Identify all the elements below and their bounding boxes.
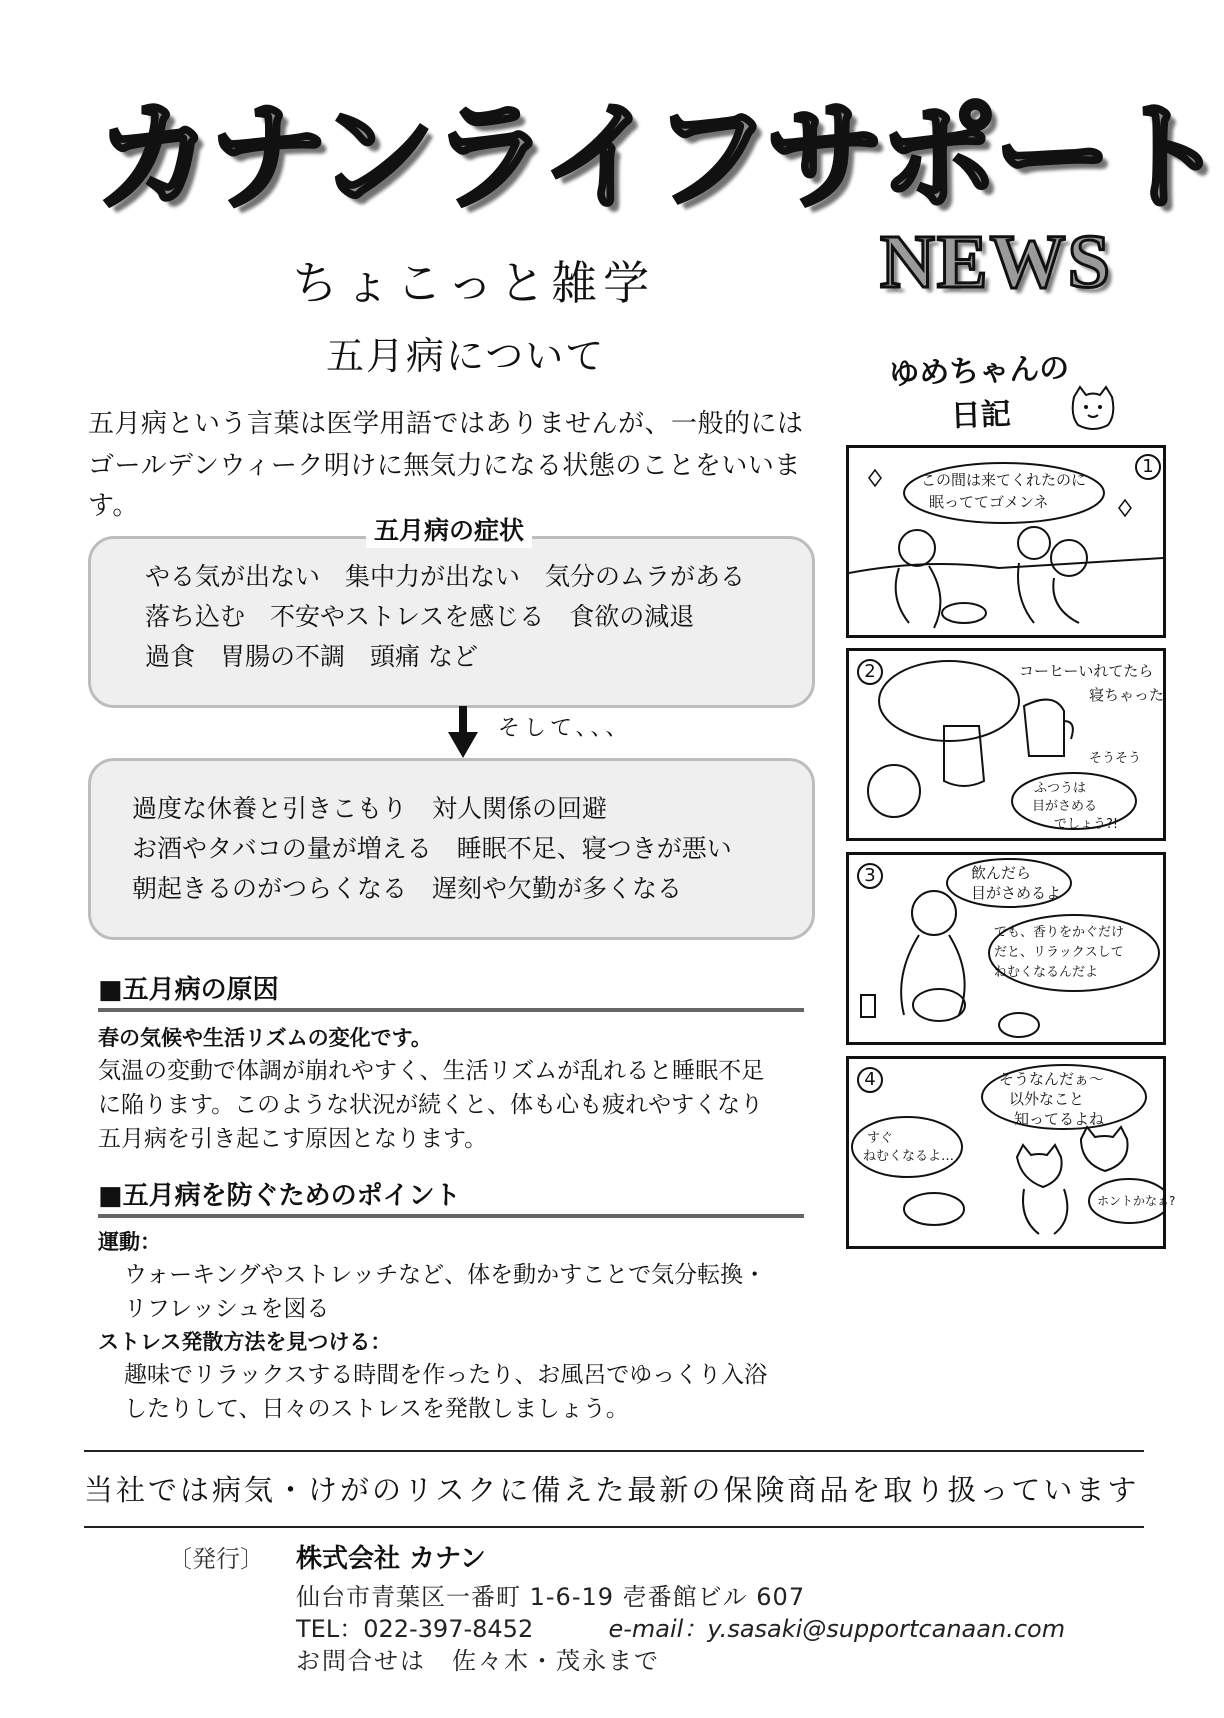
comic-panel-1: [846, 445, 1166, 638]
cause-heading: ■五月病の原因: [98, 975, 279, 1005]
speech-text: コーヒーいれてたら: [1019, 662, 1154, 680]
speech-text: そうなんだぁ～: [999, 1070, 1105, 1088]
symptoms-list: [145, 557, 745, 677]
masthead-news: NEWS: [880, 220, 1112, 304]
section-divider: [98, 1008, 804, 1012]
exercise-label: 運動：: [98, 1230, 161, 1254]
comic-panel-3: [846, 852, 1166, 1045]
banner-bottom-rule: [84, 1526, 1144, 1528]
prevention-heading: ■五月病を防ぐためのポイント: [98, 1181, 461, 1211]
consequence-line: お酒やタバコの量が増える 睡眠不足、寝つきが悪い: [132, 834, 732, 863]
symptom-line: やる気が出ない 集中力が出ない 気分のムラがある: [145, 562, 746, 591]
masthead-title: カナンライフサポート: [95, 88, 1223, 226]
speech-text: すぐ: [867, 1131, 894, 1146]
speech-text: でも、香りをかぐだけ: [994, 925, 1125, 940]
cause-line: 五月病を引き起こす原因となります。: [98, 1126, 488, 1152]
speech-text: 眠っててゴメンネ: [929, 493, 1049, 511]
panel-number: 4: [857, 1067, 883, 1093]
intro-line: ゴールデンウィーク明けに無気力になる状態のことをいいます。: [88, 451, 801, 521]
trivia-heading: ちょこっと雑学: [292, 256, 656, 310]
speech-text: でしょう?!: [1054, 817, 1119, 832]
speech-text: ホントかなぁ?: [1097, 1194, 1176, 1208]
exercise-line: ウォーキングやストレッチなど、体を動かすことで気分転換・: [124, 1262, 767, 1288]
comic-title-line: 日記: [950, 396, 1012, 435]
speech-text: 寝ちゃった: [1089, 686, 1165, 704]
transition-text: そして、、、: [498, 716, 632, 741]
consequence-line: 朝起きるのがつらくなる 遅刻や欠勤が多くなる: [132, 874, 683, 903]
panel-number: 3: [857, 863, 883, 889]
speech-text: 目がさめる: [1032, 799, 1098, 814]
stress-body: [124, 1358, 767, 1426]
cause-line: に陥ります。このような状況が続くと、体も心も疲れやすくなり: [98, 1092, 764, 1118]
stress-line: したりして、日々のストレスを発散しましょう。: [124, 1396, 629, 1422]
speech-text: 飲んだら: [971, 864, 1032, 882]
company-address: 仙台市青葉区一番町 1-6-19 壱番館ビル 607: [296, 1583, 806, 1611]
exercise-body: [124, 1258, 766, 1326]
insurance-banner: 当社では病気・けがのリスクに備えた最新の保険商品を取り扱っています: [84, 1473, 1140, 1507]
phone-number: TEL：022-397-8452: [296, 1615, 534, 1643]
down-arrow-icon: [448, 706, 478, 758]
speech-text: 以外なこと: [1009, 1090, 1085, 1108]
cause-lead: 春の気候や生活リズムの変化です。: [98, 1026, 432, 1050]
contact-line: [296, 1612, 1065, 1646]
comic-panel-4: [846, 1056, 1176, 1249]
comic-title: [879, 347, 1082, 442]
symptom-line: 落ち込む 不安やストレスを感じる 食欲の減退: [145, 602, 695, 631]
contact-persons: お問合せは 佐々木・茂永まで: [296, 1647, 660, 1675]
speech-text: だと、リラックスして: [994, 945, 1124, 960]
section-divider: [98, 1214, 804, 1218]
panel-number: 2: [857, 659, 883, 685]
consequences-list: [132, 789, 732, 909]
speech-text: ねむくなるんだよ: [994, 965, 1099, 980]
exercise-line: リフレッシュを図る: [124, 1296, 330, 1322]
stress-label: ストレス発散方法を見つける：: [98, 1330, 392, 1354]
speech-text: 知ってるよね: [1014, 1110, 1105, 1128]
company-name: 株式会社 カナン: [296, 1544, 486, 1574]
intro-line: 五月病という言葉は医学用語ではありませんが、一般的には: [88, 409, 804, 439]
consequence-line: 過度な休養と引きこもり 対人関係の回避: [132, 794, 608, 823]
speech-text: ねむくなるよ…: [863, 1149, 955, 1164]
symptoms-label: 五月病の症状: [366, 514, 532, 548]
topic-title: 五月病について: [326, 334, 606, 378]
cat-face-icon: [1068, 385, 1118, 433]
speech-text: そうそう: [1089, 751, 1142, 766]
speech-text: ふつうは: [1034, 781, 1087, 796]
symptom-line: 過食 胃腸の不調 頭痛 など: [145, 642, 478, 671]
cause-body: [98, 1054, 810, 1156]
comic-title-line: ゆめちゃんの: [888, 350, 1070, 393]
panel-number: 1: [1135, 454, 1161, 480]
comic-panel-2: [846, 648, 1166, 841]
cause-line: 気温の変動で体調が崩れやすく、生活リズムが乱れると睡眠不足: [98, 1058, 765, 1084]
email-link[interactable]: e-mail：y.sasaki@supportcanaan.com: [608, 1615, 1066, 1643]
speech-text: この間は来てくれたのに: [921, 471, 1087, 489]
banner-top-rule: [84, 1450, 1144, 1452]
stress-line: 趣味でリラックスする時間を作ったり、お風呂でゆっくり入浴: [124, 1362, 768, 1388]
speech-text: 目がさめるよ: [971, 884, 1062, 902]
publisher-label: 〔発行〕: [168, 1545, 264, 1573]
